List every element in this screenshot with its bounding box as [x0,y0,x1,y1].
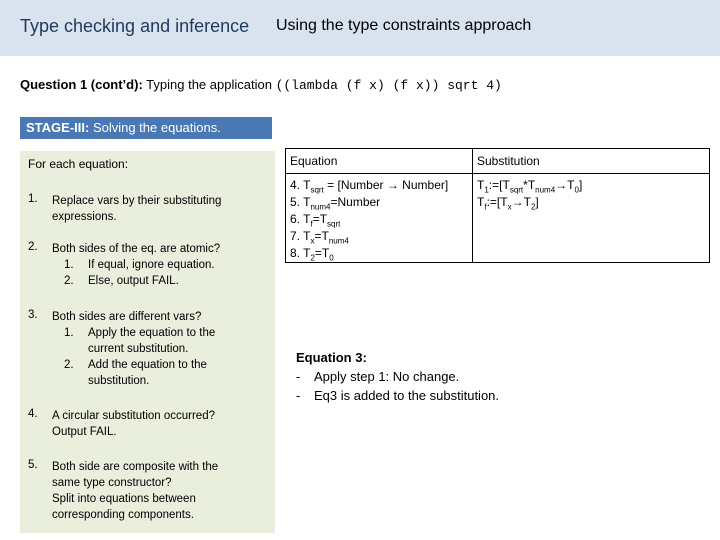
stage-text: Solving the equations. [92,120,221,135]
substep-number: 1. [64,327,74,339]
substep-text: Apply the equation to the [88,327,216,339]
step-text: Both sides are different vars? [52,311,202,323]
equation-row: 7. $T_x=T_{num4}$ [290,229,349,246]
substep-text: Else, output FAIL. [88,275,179,287]
note-bullet: Apply step 1: No change. [314,369,460,384]
equations-cell [286,174,473,263]
step-text: Split into equations between [52,493,196,505]
stage-banner [20,117,272,139]
question-label: Question 1 (cont’d): [20,77,143,92]
step-text: Both side are composite with the [52,461,219,473]
substep-number: 2. [64,275,74,287]
equations-table [285,148,710,263]
stage-label: STAGE-III: [26,120,90,135]
equation-row: 4. $T_{sqrt}$ = [Number → Number] [290,178,449,195]
step-text: Output FAIL. [52,426,117,438]
equation-row: 5. $T_{num4}=Number$ [290,195,381,212]
question-line [20,77,502,93]
slide-title: Type checking and inference [20,16,250,36]
step-number: 1. [28,193,38,205]
step-text: A circular substitution occurred? [52,410,215,422]
equation3-note: Equation 3: - Apply step 1: No change. - Eq3 is added to the substitution. [296,350,500,403]
steps-intro: For each equation: [28,157,129,171]
equation-header: Equation [286,149,473,174]
substep-text: If equal, ignore equation. [88,259,215,271]
step-text: expressions. [52,211,117,223]
substep-text: current substitution. [88,343,189,355]
substitution-row: $T_1:=[T_{sqrt}*T_{num4}\to T_0]$ [477,178,583,195]
arrow-icon: → [511,195,524,209]
step-text: Both sides of the eq. are atomic? [52,243,221,255]
question-code: ((lambda (f x) (f x)) sqrt 4) [275,78,502,93]
substitution-cell [473,174,710,263]
step-number: 3. [28,309,38,321]
step-text: same type constructor? [52,477,172,489]
slide-subtitle: Using the type constraints approach [276,17,532,34]
substitution-row: $T_f:=[T_x\to T_2]$ [477,195,539,212]
step-text: Replace vars by their substituting [52,195,222,207]
header-bar [0,0,720,56]
substep-text: Add the equation to the [88,359,207,371]
substep-number: 2. [64,359,74,371]
equation-row: 8. $T_2=T_0$ [290,246,334,263]
substep-text: substitution. [88,375,150,387]
substitution-header: Substitution [473,149,710,174]
question-text: Typing the application [146,77,272,92]
step-number: 2. [28,241,38,253]
substep-number: 1. [64,259,74,271]
step-number: 4. [28,408,38,420]
steps-panel [20,151,275,533]
note-bullet: Eq3 is added to the substitution. [314,388,500,403]
equation3-title: Equation 3: [296,350,367,365]
step-text: corresponding components. [52,509,194,521]
arrow-icon: → [555,178,568,192]
equation-row: 6. $T_f=T_{sqrt}$ [290,212,341,229]
step-number: 5. [28,459,38,471]
